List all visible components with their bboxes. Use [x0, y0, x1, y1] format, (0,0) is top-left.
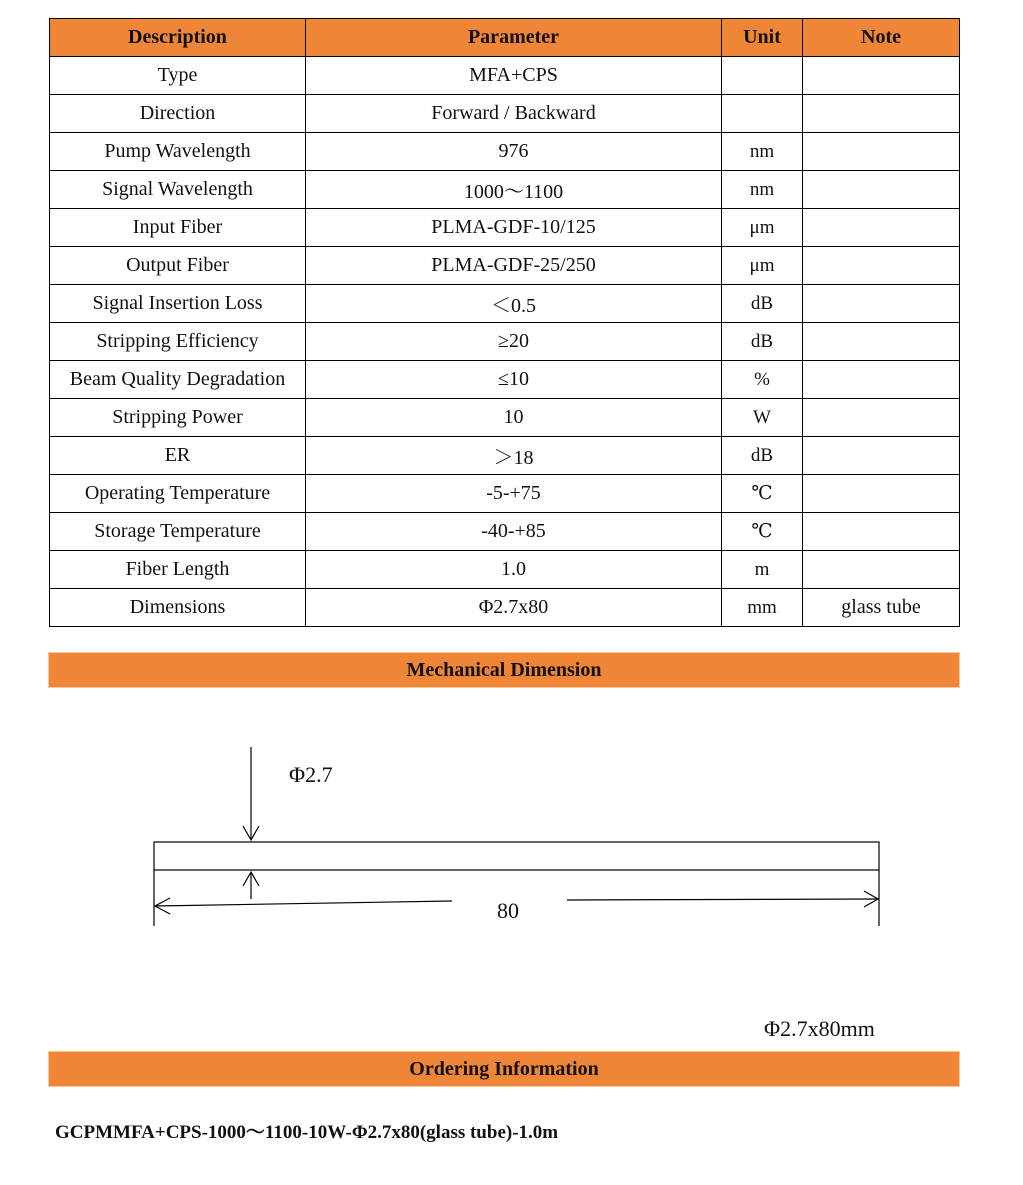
cell-parameter: -5-+75 [306, 475, 722, 513]
length-label: 80 [497, 898, 519, 923]
header-note: Note [803, 19, 960, 57]
cell-description: Storage Temperature [50, 513, 306, 551]
header-parameter: Parameter [306, 19, 722, 57]
ordering-information-header: Ordering Information [48, 1051, 960, 1087]
cell-description: Pump Wavelength [50, 133, 306, 171]
cell-unit: W [722, 399, 803, 437]
cell-parameter: 976 [306, 133, 722, 171]
cell-parameter: 1000～1100 [306, 171, 722, 209]
cell-unit: ℃ [722, 513, 803, 551]
cell-unit: dB [722, 323, 803, 361]
cell-parameter: ＜0.5 [306, 285, 722, 323]
header-description: Description [50, 19, 306, 57]
cell-description: Signal Insertion Loss [50, 285, 306, 323]
glass-tube-outline [154, 842, 879, 870]
cell-description: Stripping Efficiency [50, 323, 306, 361]
cell-description: Input Fiber [50, 209, 306, 247]
cell-unit: dB [722, 437, 803, 475]
cell-parameter: Φ2.7x80 [306, 589, 722, 627]
cell-unit: nm [722, 133, 803, 171]
ordering-part-number: GCPMMFA+CPS-1000～1100-10W-Φ2.7x80(glass tube)-1.0m [55, 1122, 559, 1143]
cell-parameter: Forward / Backward [306, 95, 722, 133]
cell-unit: ℃ [722, 475, 803, 513]
cell-description: Stripping Power [50, 399, 306, 437]
cell-parameter: 1.0 [306, 551, 722, 589]
cell-parameter: PLMA-GDF-10/125 [306, 209, 722, 247]
cell-description: Output Fiber [50, 247, 306, 285]
mechanical-dimension-header: Mechanical Dimension [48, 652, 960, 688]
diameter-label: Φ2.7 [289, 762, 333, 787]
cell-parameter: 10 [306, 399, 722, 437]
cell-unit: mm [722, 589, 803, 627]
cell-parameter: MFA+CPS [306, 57, 722, 95]
cell-description: Direction [50, 95, 306, 133]
cell-parameter: ≤10 [306, 361, 722, 399]
cell-description: Signal Wavelength [50, 171, 306, 209]
cell-parameter: PLMA-GDF-25/250 [306, 247, 722, 285]
cell-parameter: ≥20 [306, 323, 722, 361]
cell-unit: m [722, 551, 803, 589]
cell-description: ER [50, 437, 306, 475]
cell-unit: nm [722, 171, 803, 209]
cell-note: glass tube [803, 589, 960, 627]
cell-unit: % [722, 361, 803, 399]
cell-description: Type [50, 57, 306, 95]
cell-unit: dB [722, 285, 803, 323]
cell-description: Beam Quality Degradation [50, 361, 306, 399]
length-dimension-line-left [155, 901, 452, 906]
dimension-caption: Φ2.7x80mm [764, 1016, 875, 1041]
cell-parameter: ＞18 [306, 437, 722, 475]
cell-description: Operating Temperature [50, 475, 306, 513]
cell-description: Dimensions [50, 589, 306, 627]
cell-unit: μm [722, 209, 803, 247]
header-unit: Unit [722, 19, 803, 57]
cell-unit: μm [722, 247, 803, 285]
cell-description: Fiber Length [50, 551, 306, 589]
cell-parameter: -40-+85 [306, 513, 722, 551]
length-dimension-line-right [567, 899, 878, 900]
